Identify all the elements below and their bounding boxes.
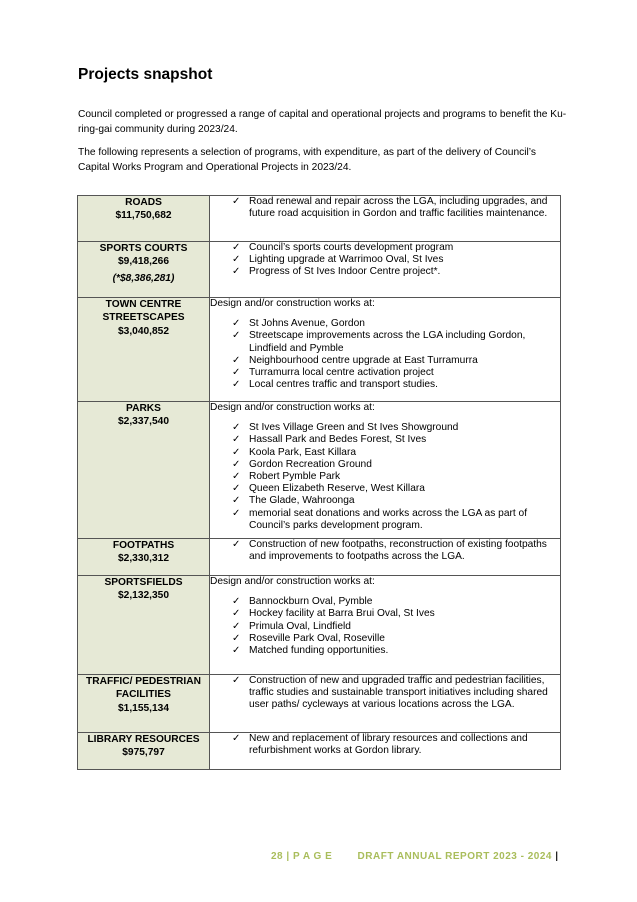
checklist-item: ✓ Gordon Recreation Ground <box>232 459 560 471</box>
page-number: 28 <box>271 851 284 862</box>
category-amount: $11,750,682 <box>115 210 172 222</box>
checklist-item: ✓ Turramurra local centre activation project <box>232 367 560 379</box>
table-row <box>78 298 561 402</box>
projects-table <box>77 195 561 770</box>
checklist-item: ✓ Primula Oval, Lindfield <box>232 621 560 633</box>
table-row <box>78 196 561 242</box>
category-name: PARKS <box>126 403 161 414</box>
page-title: Projects snapshot <box>78 66 213 83</box>
checklist <box>210 596 560 657</box>
category-name: TOWN CENTRE STREETSCAPES <box>102 299 185 324</box>
category-amount: $975,797 <box>122 747 165 759</box>
checklist-item: ✓ Bannockburn Oval, Pymble <box>232 596 560 608</box>
checklist-item: ✓ St Johns Avenue, Gordon <box>232 318 560 330</box>
category-name: TRAFFIC/ PEDESTRIAN FACILITIES <box>86 676 201 701</box>
checklist <box>210 242 560 279</box>
checklist-item: ✓ Council’s sports courts development program <box>232 242 560 254</box>
checklist <box>210 733 560 757</box>
description-intro: Design and/or construction works at: <box>210 576 375 587</box>
category-name: SPORTS COURTS <box>99 243 188 254</box>
checklist-item: ✓ Streetscape improvements across the LGA including Gordon, Lindfield and Pymble <box>232 330 560 354</box>
category-amount: $2,337,540 <box>118 416 169 428</box>
footer-end-bar: | <box>555 851 559 862</box>
checklist-item: ✓ Robert Pymble Park <box>232 471 560 483</box>
checklist <box>210 422 560 532</box>
description-cell <box>210 539 561 576</box>
category-cell <box>78 298 210 402</box>
checklist-item: ✓ Hassall Park and Bedes Forest, St Ives <box>232 434 560 446</box>
table-row <box>78 733 561 770</box>
checklist-item: ✓ Koola Park, East Killara <box>232 447 560 459</box>
intro-paragraph-1: Council completed or progressed a range of capital and operational projects and programs to benefit the Ku-ring-gai community during 2023/24. <box>78 109 567 135</box>
description-cell <box>210 733 561 770</box>
projects-table-body <box>78 196 561 770</box>
checklist <box>210 196 560 220</box>
category-cell <box>78 402 210 539</box>
checklist-item: ✓ St Ives Village Green and St Ives Showground <box>232 422 560 434</box>
report-title: DRAFT ANNUAL REPORT 2023 - 2024 <box>357 851 552 862</box>
checklist-item: ✓ Neighbourhood centre upgrade at East Turramurra <box>232 355 560 367</box>
checklist-item: ✓ Road renewal and repair across the LGA, including upgrades, and future road acquisition in Gordon and traffic facilities maintenance. <box>232 196 560 220</box>
category-amount: $3,040,852 <box>118 325 169 337</box>
checklist-item: ✓ Lighting upgrade at Warrimoo Oval, St Ives <box>232 254 560 266</box>
description-cell <box>210 576 561 675</box>
table-row <box>78 576 561 675</box>
category-amount: $9,418,266 <box>118 256 169 268</box>
checklist-item: ✓ The Glade, Wahroonga <box>232 495 560 507</box>
description-intro: Design and/or construction works at: <box>210 402 375 413</box>
description-cell <box>210 242 561 298</box>
category-name: LIBRARY RESOURCES <box>87 734 200 745</box>
category-cell <box>78 675 210 733</box>
checklist <box>210 539 560 563</box>
table-row <box>78 402 561 539</box>
category-cell <box>78 733 210 770</box>
checklist-item: ✓ Progress of St Ives Indoor Centre project*. <box>232 266 560 278</box>
description-intro: Design and/or construction works at: <box>210 298 375 309</box>
category-name: FOOTPATHS <box>112 540 175 551</box>
checklist-item: ✓ Matched funding opportunities. <box>232 645 560 657</box>
intro-paragraph-2: The following represents a selection of programs, with expenditure, as part of the delivery of Council’s Capital Works Program and Operational Projects in 2023/24. <box>78 147 536 173</box>
table-row <box>78 539 561 576</box>
table-row <box>78 675 561 733</box>
category-cell <box>78 196 210 242</box>
checklist-item: ✓ Queen Elizabeth Reserve, West Killara <box>232 483 560 495</box>
category-name: ROADS <box>125 197 162 208</box>
checklist-item: ✓ Local centres traffic and transport studies. <box>232 379 560 391</box>
category-name: SPORTSFIELDS <box>104 577 183 588</box>
checklist-item: ✓ New and replacement of library resources and collections and refurbishment works at Gordon library. <box>232 733 560 757</box>
category-cell <box>78 539 210 576</box>
category-amount: $1,155,134 <box>118 702 169 714</box>
page-label: P A G E <box>293 851 333 862</box>
footer-separator: | <box>286 851 290 862</box>
category-amount-note: (*$8,386,281) <box>112 272 175 284</box>
checklist-item: ✓ Construction of new footpaths, reconstruction of existing footpaths and improvements to footpaths across the LGA. <box>232 539 560 563</box>
checklist <box>210 675 560 712</box>
checklist <box>210 318 560 391</box>
checklist-item: ✓ memorial seat donations and works across the LGA as part of Council’s parks development program. <box>232 508 560 532</box>
description-cell <box>210 402 561 539</box>
description-cell <box>210 298 561 402</box>
description-cell <box>210 675 561 733</box>
table-row <box>78 242 561 298</box>
checklist-item: ✓ Roseville Park Oval, Roseville <box>232 633 560 645</box>
checklist-item: ✓ Construction of new and upgraded traffic and pedestrian facilities, traffic studies and sustainable transport initiatives including shared user paths/ cycleways at various locations across the LGA. <box>232 675 560 712</box>
category-amount: $2,132,350 <box>118 590 169 602</box>
category-cell <box>78 242 210 298</box>
checklist-item: ✓ Hockey facility at Barra Brui Oval, St Ives <box>232 608 560 620</box>
category-amount: $2,330,312 <box>118 553 169 565</box>
category-cell <box>78 576 210 675</box>
page-footer <box>271 851 559 862</box>
description-cell <box>210 196 561 242</box>
